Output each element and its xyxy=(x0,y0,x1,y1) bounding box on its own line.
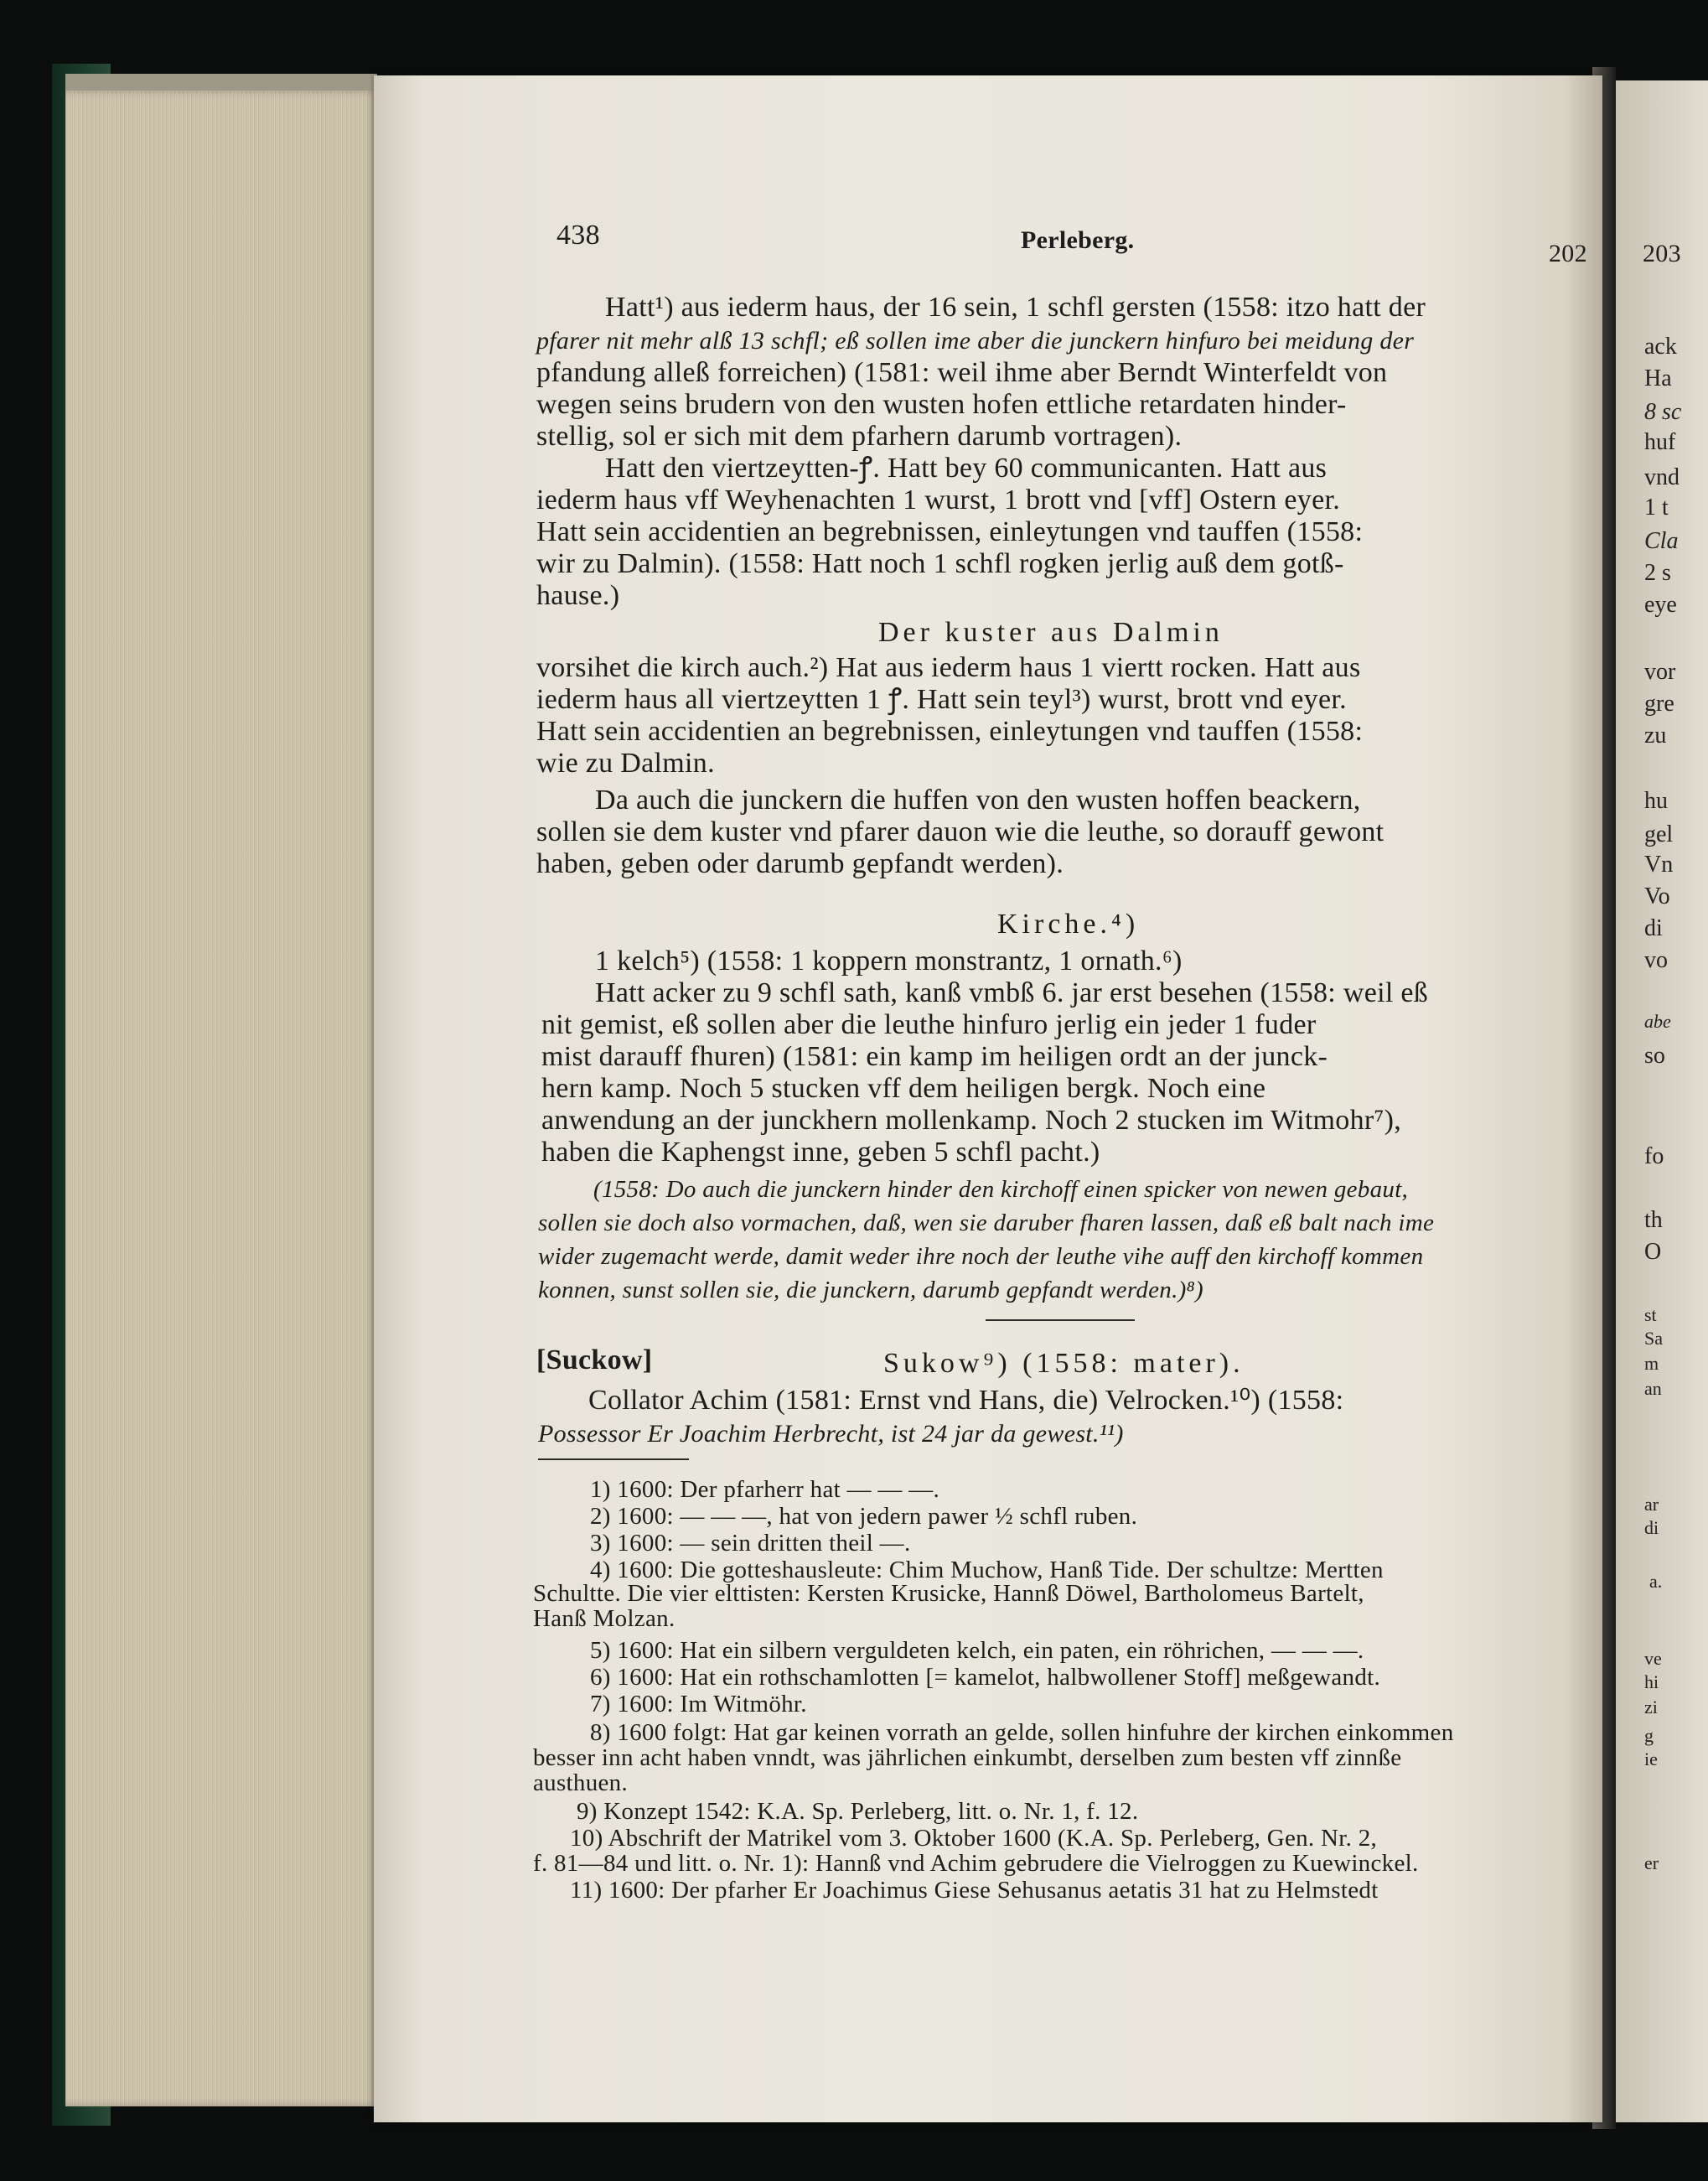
body-line: vorsihet die kirch auch.²) Hat aus iederm haus 1 viertt rocken. Hatt aus xyxy=(536,652,1361,683)
body-line: mist darauff fhuren) (1581: ein kamp im heiligen ordt an der junck- xyxy=(541,1041,1328,1072)
body-line-italic: Possessor Er Joachim Herbrecht, ist 24 jar da gewest.¹¹) xyxy=(538,1420,1124,1448)
next-page-fragment: gel xyxy=(1644,821,1674,847)
footnote: 3) 1600: — sein dritten theil —. xyxy=(590,1530,911,1557)
next-page-fragment: vor xyxy=(1644,659,1676,685)
footnote: 9) Konzept 1542: K.A. Sp. Perleberg, litt. o. Nr. 1, f. 12. xyxy=(577,1798,1139,1825)
body-line: Hatt acker zu 9 schfl sath, kanß vmbß 6. jar erst besehen (1558: weil eß xyxy=(595,977,1429,1008)
body-line: pfarer nit mehr alß 13 schfl; eß sollen ime aber die junckern hinfuro bei meidung der xyxy=(536,327,1415,355)
next-page-fragment: ie xyxy=(1644,1748,1658,1769)
footnote: 4) 1600: Die gotteshausleute: Chim Muchow, Hanß Tide. Der schultze: Mertten xyxy=(590,1557,1384,1583)
next-page-fragment: Ha xyxy=(1644,365,1672,391)
next-page-fragment: di xyxy=(1644,915,1663,941)
next-page-fragment: th xyxy=(1644,1207,1663,1233)
section-heading: Der kuster aus Dalmin xyxy=(878,617,1224,648)
place-label: [Suckow] xyxy=(536,1344,653,1375)
next-page-fragment: ve xyxy=(1644,1648,1662,1669)
body-line: iederm haus vff Weyhenachten 1 wurst, 1 brott vnd [vff] Ostern eyer. xyxy=(536,484,1341,515)
footnote: 2) 1600: — — —, hat von jedern pawer ½ schfl ruben. xyxy=(590,1503,1138,1530)
body-line: hause.) xyxy=(536,580,620,611)
next-page-fragment: so xyxy=(1644,1043,1665,1069)
next-page-fragment: Vn xyxy=(1644,852,1674,878)
section-heading: Sukow⁹) (1558: mater). xyxy=(883,1348,1245,1379)
next-page-fragment: di xyxy=(1644,1517,1659,1538)
body-line-italic: wider zugemacht werde, damit weder ihre noch der leuthe vihe auff den kirchoff kommen xyxy=(538,1243,1424,1270)
footnote: 11) 1600: Der pfarher Er Joachimus Giese Sehusanus aetatis 31 hat zu Helmstedt xyxy=(570,1877,1379,1904)
body-line: wie zu Dalmin. xyxy=(536,748,715,779)
body-line: stellig, sol er sich mit dem pfarhern darumb vortragen). xyxy=(536,421,1183,452)
next-page-fragment: a. xyxy=(1649,1571,1663,1592)
body-line: iederm haus all viertzeytten 1 ꝭ. Hatt sein teyl³) wurst, brott vnd eyer. xyxy=(536,684,1347,715)
page-edges xyxy=(65,91,377,2106)
next-page-fragment: O xyxy=(1644,1239,1662,1265)
footnote-rule xyxy=(538,1458,689,1460)
body-line: Hatt den viertzeytten-ꝭ. Hatt bey 60 communicanten. Hatt aus xyxy=(605,453,1328,484)
next-page-fragment: m xyxy=(1644,1353,1659,1374)
next-page-fragment: fo xyxy=(1644,1143,1664,1169)
footnote: besser inn acht haben vnndt, was jährlichen einkumbt, derselben zum besten vff zinnße xyxy=(533,1744,1402,1771)
next-page-fragment: Sa xyxy=(1644,1328,1663,1349)
body-line: 1 kelch⁵) (1558: 1 koppern monstrantz, 1 ornath.⁶) xyxy=(595,945,1183,977)
next-page-fragment: g xyxy=(1644,1725,1654,1746)
body-line: Hatt sein accidentien an begrebnissen, einleytungen vnd tauffen (1558: xyxy=(536,716,1364,747)
body-line: wegen seins brudern von den wusten hofen ettliche retardaten hinder- xyxy=(536,389,1347,420)
next-page-fragment: an xyxy=(1644,1378,1662,1399)
footnote: 1) 1600: Der pfarherr hat — — —. xyxy=(590,1476,940,1503)
next-page-fragment: hu xyxy=(1644,788,1668,814)
body-line: wir zu Dalmin). (1558: Hatt noch 1 schfl rogken jerlig auß dem gotß- xyxy=(536,548,1344,579)
next-page-fragment: Vo xyxy=(1644,883,1670,909)
next-page-fragment: 1 t xyxy=(1644,495,1669,521)
body-line: Collator Achim (1581: Ernst vnd Hans, die) Velrocken.¹⁰) (1558: xyxy=(588,1385,1344,1416)
next-page-fragment: 8 sc xyxy=(1644,399,1682,425)
body-line: Hatt sein accidentien an begrebnissen, einleytungen vnd tauffen (1558: xyxy=(536,516,1364,547)
next-page-fragment: ack xyxy=(1644,334,1677,360)
footnote: f. 81—84 und litt. o. Nr. 1): Hannß vnd Achim gebrudere die Vielroggen zu Kuewinckel. xyxy=(533,1850,1419,1877)
body-line: nit gemist, eß sollen aber die leuthe hinfuro jerlig ein jeder 1 fuder xyxy=(541,1009,1317,1040)
footnote: 7) 1600: Im Witmöhr. xyxy=(590,1691,807,1717)
next-page-fragment: abe xyxy=(1644,1011,1671,1032)
footnote: austhuen. xyxy=(533,1769,629,1796)
next-page-fragment: huf xyxy=(1644,429,1676,455)
separator-rule xyxy=(986,1319,1135,1321)
footnote: Hanß Molzan. xyxy=(533,1605,675,1632)
next-page-fragment: Cla xyxy=(1644,528,1679,554)
next-page-fragment: zi xyxy=(1644,1697,1658,1717)
next-page-fragment: hi xyxy=(1644,1671,1659,1692)
body-line: hern kamp. Noch 5 stucken vff dem heiligen bergk. Noch eine xyxy=(541,1073,1266,1104)
next-page-fragment: 2 s xyxy=(1644,560,1671,586)
footnote: Schultte. Die vier elttisten: Kersten Krusicke, Hannß Döwel, Bartholomeus Bartelt, xyxy=(533,1580,1364,1607)
next-page-fragment: st xyxy=(1644,1304,1657,1325)
body-line: Hatt¹) aus iederm haus, der 16 sein, 1 schfl gersten (1558: itzo hatt der xyxy=(605,292,1426,323)
next-page-fragment: gre xyxy=(1644,691,1674,717)
next-page-fragment: eye xyxy=(1644,592,1677,618)
body-line: sollen sie dem kuster vnd pfarer dauon wie die leuthe, so dorauff gewont xyxy=(536,816,1385,847)
body-line: haben die Kaphengst inne, geben 5 schfl pacht.) xyxy=(541,1137,1100,1168)
next-page-fragment: er xyxy=(1644,1852,1659,1873)
page-number-right: 202 xyxy=(1549,240,1587,267)
footnote: 8) 1600 folgt: Hat gar keinen vorrath an gelde, sollen hinfuhre der kirchen einkommen xyxy=(590,1719,1454,1746)
next-page-fragment: vo xyxy=(1644,947,1668,973)
body-line-italic: sollen sie doch also vormachen, daß, wen sie daruber fharen lassen, daß eß balt nach ime xyxy=(538,1210,1435,1236)
next-page-fragment: ar xyxy=(1644,1494,1659,1515)
next-page-fragment: zu xyxy=(1644,723,1667,749)
section-heading: Kirche.⁴) xyxy=(997,909,1140,940)
footnote: 6) 1600: Hat ein rothschamlotten [= kamelot, halbwollener Stoff] meßgewandt. xyxy=(590,1664,1381,1691)
next-page-fragment: vnd xyxy=(1644,464,1680,490)
footnote: 5) 1600: Hat ein silbern verguldeten kelch, ein paten, ein röhrichen, — — —. xyxy=(590,1637,1364,1664)
body-line: anwendung an der junckhern mollenkamp. Noch 2 stucken im Witmohr⁷), xyxy=(541,1105,1402,1136)
next-page-number: 203 xyxy=(1643,240,1681,267)
running-title: Perleberg. xyxy=(1021,226,1135,254)
footnote: 10) Abschrift der Matrikel vom 3. Oktober 1600 (K.A. Sp. Perleberg, Gen. Nr. 2, xyxy=(570,1825,1378,1852)
body-line-italic: (1558: Do auch die junckern hinder den kirchoff einen spicker von newen gebaut, xyxy=(593,1176,1409,1203)
body-line: Da auch die junckern die huffen von den wusten hoffen beackern, xyxy=(595,785,1361,816)
body-line: pfandung alleß forreichen) (1581: weil ihme aber Berndt Winterfeldt von xyxy=(536,357,1388,388)
body-line: haben, geben oder darumb gepfandt werden). xyxy=(536,848,1064,879)
body-line-italic: konnen, sunst sollen sie, die junckern, darumb gepfandt werden.)⁸) xyxy=(538,1277,1203,1303)
page-number-left: 438 xyxy=(556,220,600,251)
